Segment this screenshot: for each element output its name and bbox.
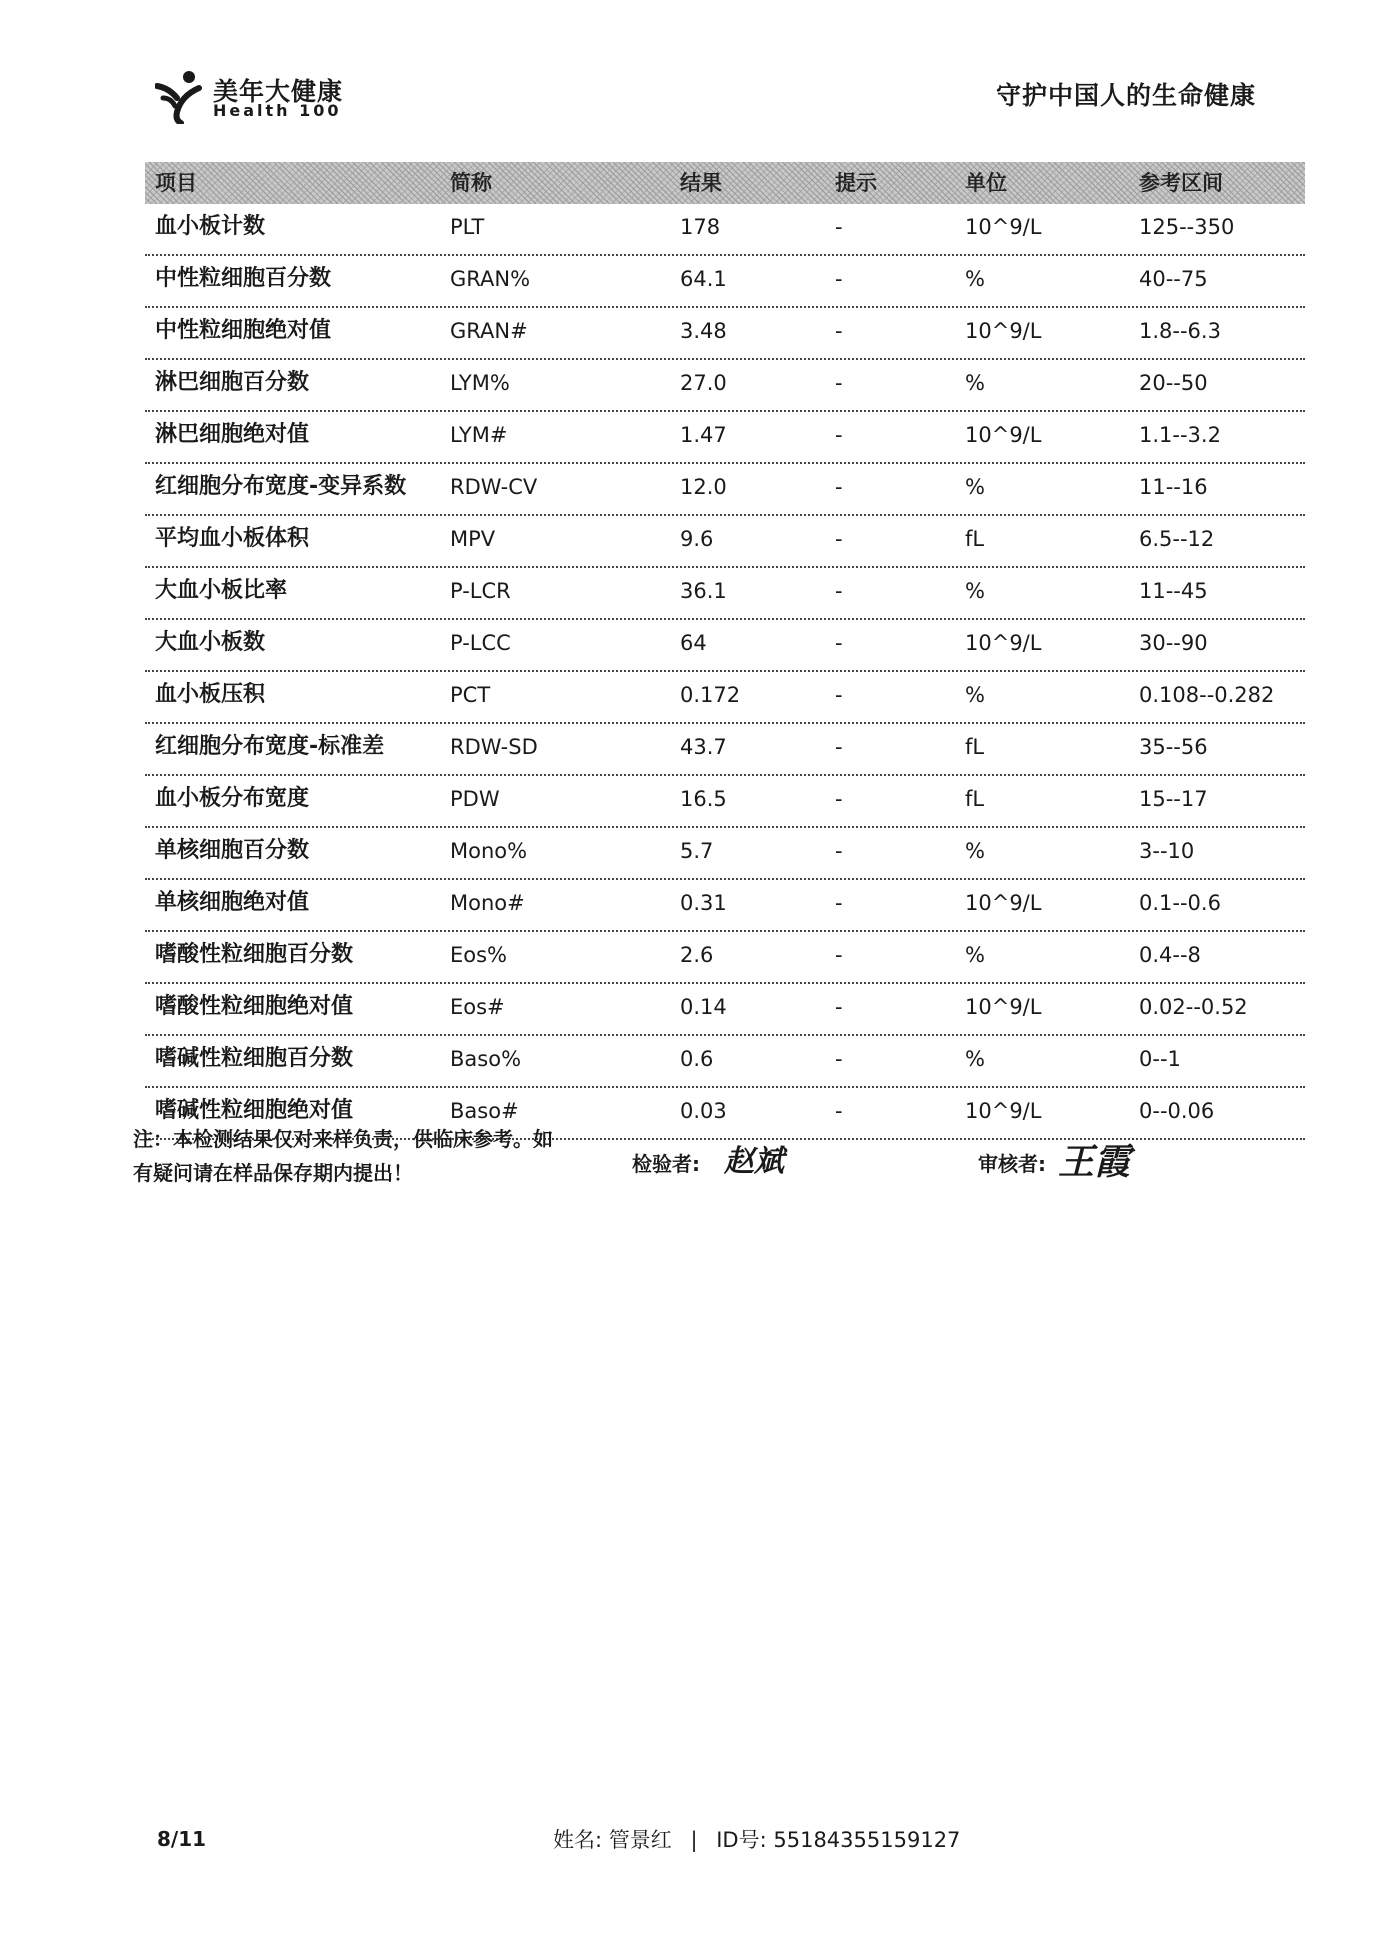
inspector-signature: 赵斌 [724, 1144, 784, 1179]
inspector-label: 检验者: [632, 1152, 700, 1176]
cell-abbr: Baso% [450, 1047, 522, 1071]
cell-result: 178 [680, 215, 721, 239]
cell-result: 0.6 [680, 1047, 714, 1071]
cell-unit: 10^9/L [965, 319, 1042, 343]
patient-name: 管景红 [608, 1828, 672, 1852]
table-row [145, 932, 1305, 984]
cell-unit: 10^9/L [965, 1099, 1042, 1123]
table-row [145, 412, 1305, 464]
cell-item-name: 大血小板数 [155, 630, 266, 655]
cell-range: 0.1--0.6 [1139, 891, 1221, 915]
cell-item-name: 大血小板比率 [155, 578, 288, 603]
cell-result: 0.03 [680, 1099, 727, 1123]
cell-item-name: 平均血小板体积 [155, 526, 310, 551]
cell-result: 12.0 [680, 475, 727, 499]
cell-range: 1.1--3.2 [1139, 423, 1221, 447]
table-row [145, 880, 1305, 932]
cell-flag: - [835, 215, 843, 239]
cell-unit: fL [965, 787, 985, 811]
cell-abbr: P-LCR [450, 579, 511, 603]
cell-range: 15--17 [1139, 787, 1208, 811]
cell-flag: - [835, 423, 843, 447]
cell-result: 9.6 [680, 527, 714, 551]
disclaimer-note [133, 1122, 593, 1190]
cell-range: 40--75 [1139, 267, 1208, 291]
patient-footer [553, 1824, 960, 1854]
logo-text-cn: 美年大健康 [213, 77, 344, 106]
cell-item-name: 单核细胞绝对值 [155, 890, 310, 915]
brand-logo [155, 68, 345, 124]
cell-abbr: PLT [450, 215, 485, 239]
page-number: 8/11 [157, 1827, 207, 1851]
cell-result: 27.0 [680, 371, 727, 395]
table-row [145, 516, 1305, 568]
results-table [145, 162, 1305, 1140]
cell-abbr: Eos% [450, 943, 508, 967]
cell-result: 5.7 [680, 839, 714, 863]
slogan: 守护中国人的生命健康 [995, 81, 1256, 110]
cell-abbr: RDW-CV [450, 475, 538, 499]
cell-unit: % [965, 475, 985, 499]
cell-flag: - [835, 995, 843, 1019]
cell-flag: - [835, 839, 843, 863]
cell-unit: 10^9/L [965, 995, 1042, 1019]
cell-unit: % [965, 371, 985, 395]
reviewer-label: 审核者: [978, 1152, 1046, 1176]
table-row [145, 308, 1305, 360]
cell-unit: fL [965, 527, 985, 551]
name-label: 姓名: [553, 1828, 603, 1852]
cell-range: 3--10 [1139, 839, 1195, 863]
cell-result: 64.1 [680, 267, 727, 291]
cell-item-name: 血小板分布宽度 [155, 786, 310, 811]
cell-range: 0--0.06 [1139, 1099, 1215, 1123]
cell-unit: % [965, 267, 985, 291]
cell-abbr: PDW [450, 787, 500, 811]
cell-range: 0.108--0.282 [1139, 683, 1275, 707]
cell-item-name: 淋巴细胞绝对值 [155, 422, 310, 447]
cell-unit: 10^9/L [965, 423, 1042, 447]
logo-text-en: Health 100 [213, 101, 342, 120]
cell-abbr: Eos# [450, 995, 505, 1019]
cell-flag: - [835, 319, 843, 343]
cell-result: 16.5 [680, 787, 727, 811]
cell-flag: - [835, 891, 843, 915]
cell-item-name: 血小板计数 [155, 214, 266, 239]
cell-unit: % [965, 1047, 985, 1071]
cell-flag: - [835, 735, 843, 759]
table-body [145, 204, 1305, 1140]
cell-range: 0.02--0.52 [1139, 995, 1248, 1019]
col-header-flag: 提示 [835, 171, 877, 195]
cell-flag: - [835, 579, 843, 603]
cell-result: 0.172 [680, 683, 741, 707]
cell-unit: 10^9/L [965, 215, 1042, 239]
col-header-abbr: 简称 [450, 171, 492, 195]
cell-item-name: 嗜碱性粒细胞绝对值 [155, 1098, 354, 1123]
cell-range: 20--50 [1139, 371, 1208, 395]
table-row [145, 568, 1305, 620]
cell-range: 0.4--8 [1139, 943, 1201, 967]
cell-unit: 10^9/L [965, 891, 1042, 915]
cell-abbr: LYM# [450, 423, 508, 447]
cell-range: 11--16 [1139, 475, 1208, 499]
cell-item-name: 嗜碱性粒细胞百分数 [155, 1046, 354, 1071]
col-header-range: 参考区间 [1139, 171, 1223, 195]
cell-unit: % [965, 943, 985, 967]
table-row [145, 360, 1305, 412]
cell-result: 1.47 [680, 423, 727, 447]
cell-range: 6.5--12 [1139, 527, 1215, 551]
cell-result: 0.31 [680, 891, 727, 915]
cell-flag: - [835, 943, 843, 967]
table-row [145, 776, 1305, 828]
cell-item-name: 中性粒细胞绝对值 [155, 318, 332, 343]
cell-flag: - [835, 1047, 843, 1071]
col-header-result: 结果 [680, 171, 722, 195]
cell-flag: - [835, 267, 843, 291]
cell-item-name: 血小板压积 [155, 682, 266, 707]
reviewer-signature: 王霞 [1058, 1141, 1131, 1183]
table-row [145, 204, 1305, 256]
cell-abbr: Mono# [450, 891, 525, 915]
cell-item-name: 嗜酸性粒细胞百分数 [155, 942, 354, 967]
patient-id: 55184355159127 [773, 1828, 961, 1852]
cell-abbr: P-LCC [450, 631, 511, 655]
cell-result: 36.1 [680, 579, 727, 603]
table-row [145, 464, 1305, 516]
table-row [145, 984, 1305, 1036]
cell-abbr: LYM% [450, 371, 510, 395]
cell-range: 1.8--6.3 [1139, 319, 1221, 343]
cell-abbr: Mono% [450, 839, 528, 863]
table-row [145, 256, 1305, 308]
table-row [145, 672, 1305, 724]
table-row [145, 828, 1305, 880]
id-label: ID号: [716, 1828, 767, 1852]
cell-range: 35--56 [1139, 735, 1208, 759]
cell-range: 0--1 [1139, 1047, 1181, 1071]
cell-range: 30--90 [1139, 631, 1208, 655]
cell-flag: - [835, 475, 843, 499]
cell-abbr: RDW-SD [450, 735, 538, 759]
cell-item-name: 单核细胞百分数 [155, 838, 310, 863]
cell-flag: - [835, 371, 843, 395]
cell-flag: - [835, 631, 843, 655]
cell-flag: - [835, 787, 843, 811]
note-line-2: 有疑问请在样品保存期内提出！ [133, 1161, 413, 1185]
cell-unit: % [965, 683, 985, 707]
cell-item-name: 红细胞分布宽度-变异系数 [155, 474, 407, 499]
col-header-unit: 单位 [965, 171, 1007, 195]
logo-figure-icon [155, 68, 207, 124]
cell-unit: % [965, 579, 985, 603]
cell-result: 3.48 [680, 319, 727, 343]
cell-flag: - [835, 527, 843, 551]
table-header [145, 162, 1305, 204]
cell-item-name: 红细胞分布宽度-标准差 [155, 734, 385, 759]
cell-abbr: GRAN% [450, 267, 531, 291]
cell-flag: - [835, 1099, 843, 1123]
col-header-item: 项目 [155, 171, 197, 195]
cell-unit: fL [965, 735, 985, 759]
cell-item-name: 中性粒细胞百分数 [155, 266, 332, 291]
table-row [145, 1036, 1305, 1088]
note-line-1: 注：本检测结果仅对来样负责，供临床参考。如 [133, 1127, 553, 1151]
table-row [145, 620, 1305, 672]
cell-flag: - [835, 683, 843, 707]
cell-unit: 10^9/L [965, 631, 1042, 655]
cell-result: 0.14 [680, 995, 727, 1019]
cell-result: 64 [680, 631, 707, 655]
cell-unit: % [965, 839, 985, 863]
cell-abbr: GRAN# [450, 319, 528, 343]
cell-abbr: MPV [450, 527, 496, 551]
cell-result: 43.7 [680, 735, 727, 759]
cell-range: 11--45 [1139, 579, 1208, 603]
cell-item-name: 淋巴细胞百分数 [155, 370, 310, 395]
cell-item-name: 嗜酸性粒细胞绝对值 [155, 994, 354, 1019]
cell-result: 2.6 [680, 943, 714, 967]
cell-range: 125--350 [1139, 215, 1235, 239]
table-row [145, 724, 1305, 776]
footer-separator: | [690, 1828, 698, 1852]
cell-abbr: Baso# [450, 1099, 519, 1123]
cell-abbr: PCT [450, 683, 491, 707]
